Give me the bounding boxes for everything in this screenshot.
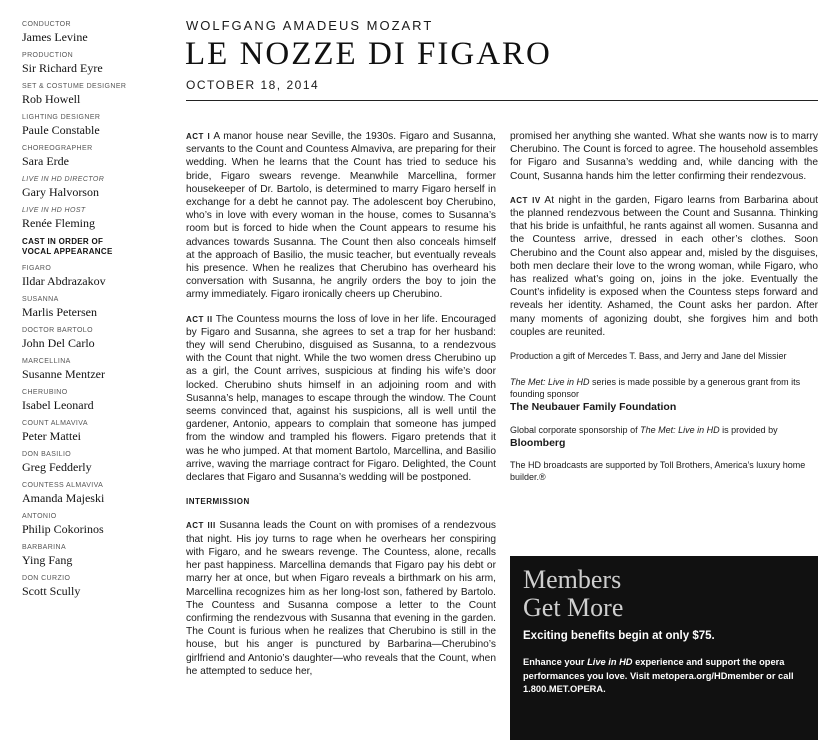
act1-label: ACT I [186, 132, 211, 141]
credit-role: ANTONIO [22, 513, 57, 520]
ad-body-pre: Enhance your [523, 657, 588, 667]
ad-headline-line1: Members [523, 565, 622, 594]
credit-role: SET & COSTUME DESIGNER [22, 83, 127, 90]
credit-entry [22, 264, 172, 288]
cast-heading-line1: CAST IN ORDER OF [22, 237, 104, 246]
credit-name: Philip Cokorinos [22, 522, 104, 536]
credit-role: FIGARO [22, 265, 52, 272]
credit-entry [22, 113, 172, 137]
act4-label: ACT IV [510, 195, 541, 205]
credits-sidebar [22, 20, 172, 605]
credit-entry [22, 206, 172, 230]
ad-offer: Exciting benefits begin at only $75. [523, 630, 715, 642]
credit-role: LIVE IN HD HOST [22, 207, 86, 214]
act2-text: The Countess mourns the loss of love in her life. Encouraged by Figaro and Susanna, she agrees to set a trap for her husband: they will send Cherubino, disguised as Susanna, to a rendezvous with the Count that night. While the two women dress Cherubino up as a girl, the Count arrives, suspicious at finding his wife’s door locked. Cherubino shuts himself in an adjoining room and with Susanna’s help, manages to escape through the window. The Count seems convinced that, against his suspicions, all is well until the gardener, Antonio, appears to complain that someone has jumped from the window and trampled his flowers. Figaro pretends that it was he who jumped. At that moment Bartolo, Marcellina, and Basilio arrive, waving the marriage contract for Figaro. Delighted, the Count declares that Figaro and Susanna’s wedding will be postponed. [186, 313, 497, 484]
credit-name: Sir Richard Eyre [22, 61, 103, 75]
global-series-title: The Met: Live in HD [640, 425, 720, 436]
global-text-end: is provided by [719, 425, 778, 436]
credit-entry [22, 543, 172, 567]
cast-heading-line2: VOCAL APPEARANCE [22, 247, 113, 256]
credit-name: Gary Halvorson [22, 185, 99, 199]
credit-role: DON CURZIO [22, 575, 71, 582]
act3-label: ACT III [186, 521, 216, 531]
credit-name: Ildar Abdrazakov [22, 274, 106, 288]
series-title: The Met: Live in HD [510, 377, 590, 388]
credit-role: SUSANNA [22, 296, 59, 303]
global-text: Global corporate sponsorship of [510, 425, 641, 436]
credit-entry [22, 82, 172, 106]
credit-role: MARCELLINA [22, 358, 71, 365]
production-gift-credit: Production a gift of Mercedes T. Bass, and Jerry and Jane del Missier [510, 351, 787, 362]
ad-headline-line2: Get More [523, 593, 624, 622]
credit-entry [22, 144, 172, 168]
membership-ad[interactable] [510, 556, 818, 740]
cast-list [22, 264, 172, 598]
credit-entry [22, 175, 172, 199]
synopsis-column-left [186, 130, 496, 689]
credit-name: Isabel Leonard [22, 398, 94, 412]
credit-role: DOCTOR BARTOLO [22, 327, 93, 334]
credit-entry [22, 357, 172, 381]
credit-role: PRODUCTION [22, 52, 74, 59]
intermission-label: INTERMISSION [186, 497, 250, 507]
ad-body [523, 656, 808, 697]
global-sponsor-credit [510, 424, 818, 436]
synopsis-column-right [510, 130, 818, 483]
act4-text: At night in the garden, Figaro learns from Barbarina about the planned rendezvous between the Count and Susanna. Thinking that his bride is unfaithful, he rants against all women. Susanna and the Countess arrive, dressed in each other’s clothes. Soon Cherubino and the Count also appear and, misled by the disguises, both men declare their love to the wrong woman, while Figaro, who has realized what’s going on, joins in the joke. Eventually the Count’s infidelity is exposed when the Countess steps forward and reveals her identity. Ashamed, the Count asks her pardon. After many moments of agonizing doubt, she forgives him and both couples are reunited. [510, 194, 818, 338]
header-rule [186, 100, 818, 101]
credit-entry [22, 51, 172, 75]
credit-name: John Del Carlo [22, 336, 95, 350]
hd-broadcast-credit: The HD broadcasts are supported by Toll Brothers, America’s luxury home builder.® [510, 460, 806, 483]
act3-continued: promised her anything she wanted. What she wants now is to marry Cherubino. The Count is forced to agree. The household assembles for Figaro and Susanna’s wedding and, while dancing with the Count, Susanna hands him the letter confirming their rendezvous. [510, 131, 818, 182]
credit-name: Marlis Petersen [22, 305, 97, 319]
act2-paragraph [186, 313, 496, 485]
act3-paragraph [186, 519, 496, 677]
credit-entry [22, 450, 172, 474]
credit-role: LIVE IN HD DIRECTOR [22, 176, 105, 183]
credit-entry [22, 20, 172, 44]
act1-paragraph [186, 130, 496, 302]
credit-entry [22, 481, 172, 505]
founding-sponsor-name: The Neubauer Family Foundation [510, 401, 677, 414]
credit-name: Susanne Mentzer [22, 367, 105, 381]
act1-text: A manor house near Seville, the 1930s. Figaro and Susanna, servants to the Count and Countess Almaviva, are preparing for their wedding. When he learns that the Count has tried to seduce his bride, Figaro swears revenge. Meanwhile Marcellina, former housekeeper of Dr. Bartolo, is determined to marry Figaro herself in exchange for a debt he cannot pay. The adolescent boy Cherubino, who’s in love with every woman in the house, comes to Susanna’s room but is forced to hide when the Count appears to resume his advances towards Susanna. The Count then also conceals himself at the approach of Basilio, the music teacher, but eventually reveals his presence. When he realizes that Cherubino has overheard his conversation with Susanna, he angrily orders the boy to join the army immediately. Figaro ironically cheers up Cherubino. [186, 131, 496, 301]
credit-name: Greg Fedderly [22, 460, 92, 474]
composer-name: WOLFGANG AMADEUS MOZART [186, 18, 434, 33]
credit-role: CHERUBINO [22, 389, 68, 396]
creative-credits [22, 20, 172, 230]
credit-name: James Levine [22, 30, 88, 44]
credit-role: COUNTESS ALMAVIVA [22, 482, 104, 489]
cast-heading [22, 237, 172, 257]
credit-name: Paule Constable [22, 123, 100, 137]
credit-role: COUNT ALMAVIVA [22, 420, 88, 427]
credit-name: Peter Mattei [22, 429, 81, 443]
credit-name: Scott Scully [22, 584, 81, 598]
credit-entry [22, 512, 172, 536]
credit-role: LIGHTING DESIGNER [22, 114, 101, 121]
credit-name: Rob Howell [22, 92, 81, 106]
credit-role: CONDUCTOR [22, 21, 71, 28]
credit-name: Sara Erde [22, 154, 69, 168]
series-text: series is made possible by a generous grant from its founding sponsor [510, 377, 801, 400]
series-sponsor-credit [510, 376, 818, 400]
credit-entry [22, 326, 172, 350]
credit-name: Renée Fleming [22, 216, 95, 230]
credit-entry [22, 419, 172, 443]
credit-role: DON BASILIO [22, 451, 72, 458]
credit-entry [22, 388, 172, 412]
ad-body-post: experience and support the opera performances you love. Visit metopera.org/HDmember or call 1.800.MET.OPERA. [523, 657, 794, 694]
credit-name: Amanda Majeski [22, 491, 105, 505]
credit-entry [22, 574, 172, 598]
ad-body-italic: Live in HD [587, 657, 633, 667]
credit-role: CHOREOGRAPHER [22, 145, 93, 152]
credit-entry [22, 295, 172, 319]
performance-date: OCTOBER 18, 2014 [186, 78, 320, 92]
act4-paragraph [510, 194, 818, 339]
opera-title: LE NOZZE DI FIGARO [185, 36, 552, 72]
credit-role: BARBARINA [22, 544, 67, 551]
act2-label: ACT II [186, 314, 213, 324]
bloomberg-logo: Bloomberg [510, 437, 566, 450]
act3-text: Susanna leads the Count on with promises of a rendezvous that night. His joy turns to rage when he overhears her conspiring with Figaro, and he swears revenge. The Countess, alone, recalls her past happiness. Marcellina demands that Figaro pay his debt or marry her at once, but when Figaro reveals a birthmark on his arm, Marcellina recognizes him as her long-lost son, fathered by Bartolo. The Countess and Susanna compose a letter to the Count confirming the rendezvous with Susanna that evening in the garden. The Count is furious when he realizes that Cherubino is still in the house, but his anger is punctured by Barbarina—Cherubino’s girlfriend and Antonio’s daughter—who reveals that the Count, when he attempted to seduce her, [186, 520, 496, 677]
credit-name: Ying Fang [22, 553, 73, 567]
